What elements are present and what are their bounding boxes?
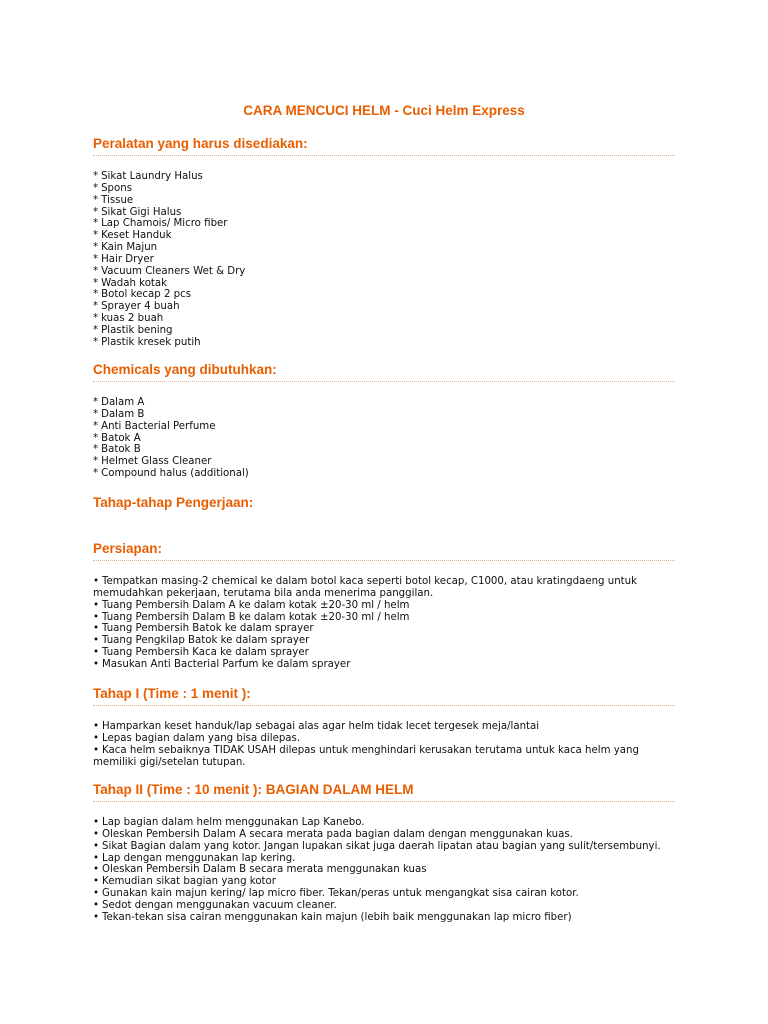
list-item: [93, 409, 675, 421]
bullet-marker: •: [93, 658, 100, 670]
list-item-text: Wadah kotak: [101, 277, 168, 289]
asterisk-marker: *: [93, 242, 99, 254]
list-item: [93, 456, 675, 468]
bullet-marker: •: [93, 817, 100, 828]
list-item-text: Oleskan Pembersih Dalam B secara merata menggunakan kuas: [102, 864, 427, 876]
list-item-text: Dalam B: [101, 408, 145, 420]
list-item-text: Sikat Gigi Halus: [101, 206, 182, 218]
list-item: [93, 266, 675, 278]
list-item: [93, 829, 675, 841]
asterisk-marker: *: [93, 218, 99, 230]
list-item: [93, 876, 675, 888]
asterisk-marker: *: [93, 289, 99, 301]
asterisk-marker: *: [93, 408, 99, 420]
list-item: [93, 242, 675, 254]
section-heading-chemicals: Chemicals yang dibutuhkan:: [93, 362, 675, 382]
asterisk-marker: *: [93, 324, 99, 336]
section-tahap2: [93, 782, 675, 924]
list-tahap1: [93, 721, 675, 768]
list-item-text: Hair Dryer: [101, 253, 154, 265]
list-item-text: Batok A: [101, 432, 141, 444]
list-item-text: Sikat Bagian dalam yang kotor. Jangan lupakan sikat juga daerah lipatan atau bagian yang sulit/tersembunyi.: [102, 840, 661, 852]
list-item: [93, 721, 675, 733]
list-item: [93, 612, 675, 624]
bullet-marker: •: [93, 732, 100, 744]
list-item: [93, 278, 675, 290]
list-item-text: Dalam A: [101, 397, 145, 408]
list-item: [93, 301, 675, 313]
list-persiapan: [93, 576, 675, 671]
list-item-text: Lap Chamois/ Micro fiber: [101, 218, 228, 230]
asterisk-marker: *: [93, 468, 99, 480]
asterisk-marker: *: [93, 171, 99, 182]
bullet-marker: •: [93, 611, 100, 623]
list-item: [93, 207, 675, 219]
bullet-marker: •: [93, 744, 100, 756]
list-item: [93, 864, 675, 876]
list-item-text: Sikat Laundry Halus: [101, 171, 203, 182]
bullet-marker: •: [93, 864, 100, 876]
list-item-text: Tekan-tekan sisa cairan menggunakan kain majun (lebih baik menggunakan lap micro fiber): [102, 911, 572, 923]
bullet-marker: •: [93, 876, 100, 888]
asterisk-marker: *: [93, 444, 99, 456]
list-item-text: Anti Bacterial Perfume: [101, 420, 216, 432]
list-item-text: Tuang Pembersih Batok ke dalam sprayer: [102, 623, 314, 635]
asterisk-marker: *: [93, 432, 99, 444]
bullet-marker: •: [93, 852, 100, 864]
list-item-text: Tuang Pembersih Dalam A ke dalam kotak ±20-30 ml / helm: [102, 599, 410, 611]
list-item: [93, 576, 675, 600]
list-item-text: Vacuum Cleaners Wet & Dry: [101, 265, 246, 277]
bullet-marker: •: [93, 576, 100, 587]
list-item-text: Lepas bagian dalam yang bisa dilepas.: [102, 732, 301, 744]
asterisk-marker: *: [93, 456, 99, 468]
list-item: [93, 623, 675, 635]
list-item-text: Plastik bening: [101, 324, 173, 336]
list-item: [93, 888, 675, 900]
section-peralatan: [93, 136, 675, 349]
section-chemicals: [93, 362, 675, 480]
list-item-text: Sprayer 4 buah: [101, 301, 180, 313]
list-item-text: Plastik kresek putih: [101, 336, 201, 348]
list-item-text: Oleskan Pembersih Dalam A secara merata pada bagian dalam dengan menggunakan kuas.: [102, 828, 573, 840]
list-item: [93, 900, 675, 912]
section-heading-persiapan: Persiapan:: [93, 541, 675, 561]
list-item-text: Kaca helm sebaiknya TIDAK USAH dilepas untuk menghindari kerusakan terutama untuk kaca helm yang memiliki gigi/setelan tutupan.: [93, 744, 639, 768]
list-item: [93, 659, 675, 671]
bullet-marker: •: [93, 899, 100, 911]
bullet-marker: •: [93, 828, 100, 840]
asterisk-marker: *: [93, 182, 99, 194]
section-tahapan: [93, 495, 675, 514]
list-item: [93, 817, 675, 829]
list-item: [93, 325, 675, 337]
list-item: [93, 421, 675, 433]
list-item: [93, 635, 675, 647]
list-chemicals: [93, 397, 675, 480]
document-title: CARA MENCUCI HELM - Cuci Helm Express: [243, 103, 525, 118]
list-item-text: Botol kecap 2 pcs: [101, 289, 192, 301]
list-item-text: Sedot dengan menggunakan vacuum cleaner.: [102, 899, 337, 911]
list-item-text: Spons: [101, 182, 133, 194]
section-tahap1: [93, 686, 675, 768]
list-item: [93, 433, 675, 445]
section-heading-tahap1: Tahap I (Time : 1 menit ):: [93, 686, 675, 706]
list-item: [93, 195, 675, 207]
bullet-marker: •: [93, 721, 100, 732]
bullet-marker: •: [93, 647, 100, 659]
list-item: [93, 337, 675, 349]
list-item-text: Hamparkan keset handuk/lap sebagai alas agar helm tidak lecet tergesek meja/lantai: [102, 721, 540, 732]
bullet-marker: •: [93, 888, 100, 900]
bullet-marker: •: [93, 840, 100, 852]
list-item: [93, 397, 675, 409]
asterisk-marker: *: [93, 397, 99, 408]
list-item: [93, 647, 675, 659]
section-heading-tahapan: Tahap-tahap Pengerjaan:: [93, 495, 254, 510]
list-item: [93, 853, 675, 865]
list-item-text: Masukan Anti Bacterial Parfum ke dalam sprayer: [102, 658, 351, 670]
bullet-marker: •: [93, 599, 100, 611]
list-item-text: Batok B: [101, 444, 141, 456]
list-item-text: Tissue: [101, 194, 134, 206]
list-item: [93, 230, 675, 242]
list-item: [93, 841, 675, 853]
asterisk-marker: *: [93, 265, 99, 277]
asterisk-marker: *: [93, 301, 99, 313]
bullet-marker: •: [93, 635, 100, 647]
list-item-text: Tuang Pengkilap Batok ke dalam sprayer: [102, 635, 310, 647]
list-peralatan: [93, 171, 675, 349]
list-item-text: Lap dengan menggunakan lap kering.: [102, 852, 296, 864]
asterisk-marker: *: [93, 313, 99, 325]
list-item: [93, 733, 675, 745]
list-item: [93, 313, 675, 325]
list-item-text: Tuang Pembersih Dalam B ke dalam kotak ±20-30 ml / helm: [102, 611, 410, 623]
list-item-text: Helmet Glass Cleaner: [101, 456, 212, 468]
asterisk-marker: *: [93, 230, 99, 242]
list-item-text: Kain Majun: [101, 242, 158, 254]
list-item-text: Lap bagian dalam helm menggunakan Lap Kanebo.: [102, 817, 365, 828]
list-item: [93, 468, 675, 480]
list-item: [93, 745, 675, 769]
list-item: [93, 912, 675, 924]
list-item-text: Kemudian sikat bagian yang kotor: [102, 876, 276, 888]
list-tahap2: [93, 817, 675, 924]
section-heading-tahap2: Tahap II (Time : 10 menit ): BAGIAN DALAM HELM: [93, 782, 675, 802]
asterisk-marker: *: [93, 253, 99, 265]
list-item-text: Keset Handuk: [101, 230, 172, 242]
asterisk-marker: *: [93, 336, 99, 348]
list-item-text: Compound halus (additional): [101, 468, 249, 480]
list-item: [93, 254, 675, 266]
section-persiapan: [93, 541, 675, 671]
list-item: [93, 600, 675, 612]
asterisk-marker: *: [93, 194, 99, 206]
list-item: [93, 171, 675, 183]
list-item-text: kuas 2 buah: [101, 313, 164, 325]
list-item: [93, 183, 675, 195]
asterisk-marker: *: [93, 277, 99, 289]
list-item-text: Gunakan kain majun kering/ lap micro fiber. Tekan/peras untuk mengangkat sisa cairan kotor.: [102, 888, 579, 900]
asterisk-marker: *: [93, 420, 99, 432]
list-item: [93, 444, 675, 456]
list-item-text: Tempatkan masing-2 chemical ke dalam botol kaca seperti botol kecap, C1000, atau kratingdaeng untuk memudahkan pekerjaan, terutama bila anda menerima panggilan.: [93, 576, 638, 599]
bullet-marker: •: [93, 623, 100, 635]
list-item-text: Tuang Pembersih Kaca ke dalam sprayer: [102, 647, 309, 659]
asterisk-marker: *: [93, 206, 99, 218]
section-heading-peralatan: Peralatan yang harus disediakan:: [93, 136, 675, 156]
bullet-marker: •: [93, 911, 100, 923]
list-item: [93, 289, 675, 301]
list-item: [93, 218, 675, 230]
